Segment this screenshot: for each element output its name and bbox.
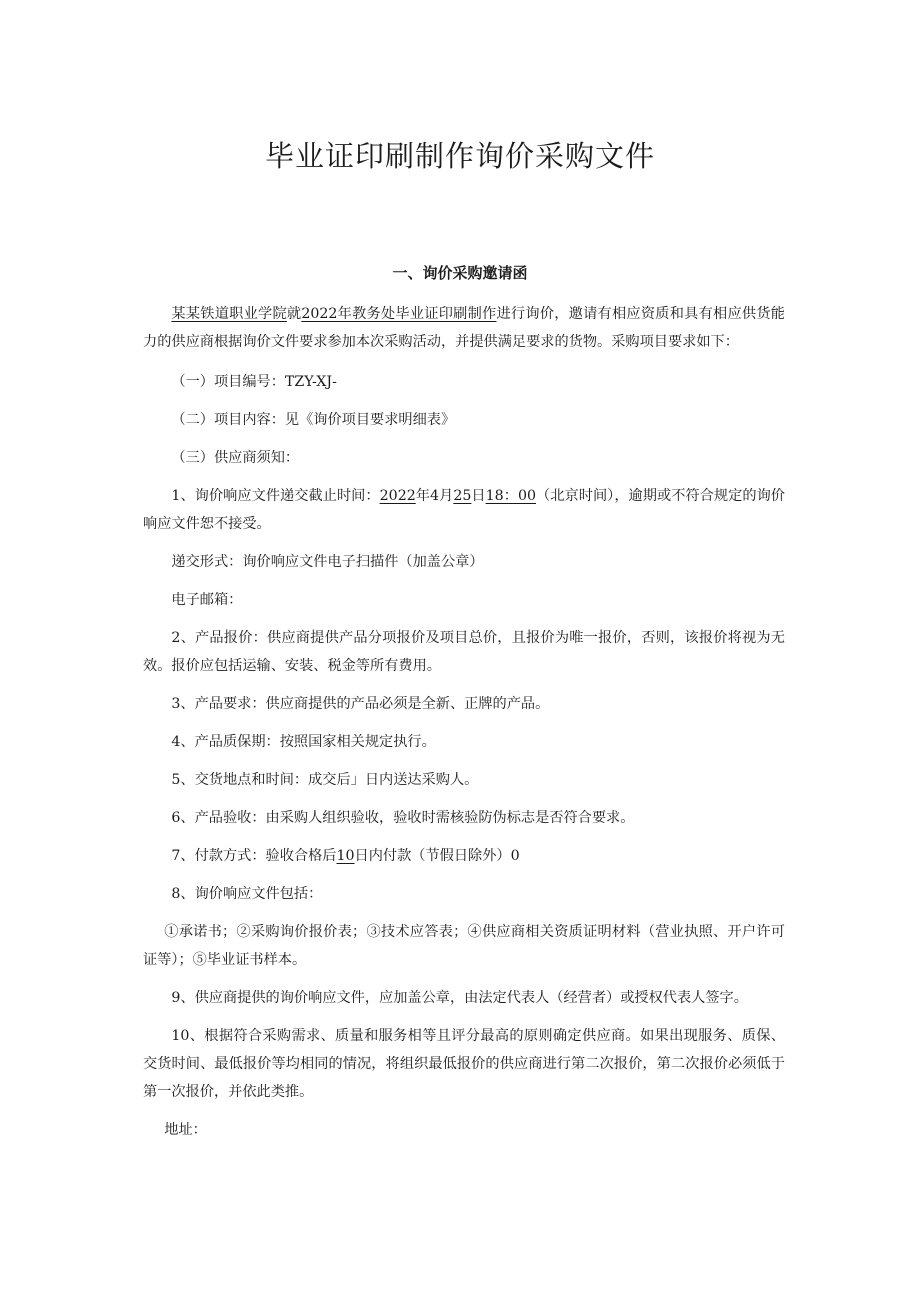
deadline-year-unit: 年4月 <box>415 488 454 504</box>
clause-selection: 10、根据符合采购需求、质量和服务相等且评分最高的原则确定供应商。如果出现服务、质保、交货时间、最低报价等均相同的情况，将组织最低报价的供应商进行第二次报价，第二次报价必须低于第一次报价，并依此类推。 <box>143 1028 785 1100</box>
intro-rest: 进行询价，邀请有相应资质和具有相应供货能力的供应商根据询价文件要求参加本次采购活动，并提供满足要求的货物。采购项目要求如下： <box>143 306 785 350</box>
document-title: 毕业证印刷制作询价采购文件 <box>264 139 655 173</box>
section-heading-invitation: 一、询价采购邀请函 <box>392 264 528 282</box>
deadline-suffix: （北京时间），逾期或不符合规定的询价响应文件恕不接受。 <box>143 488 785 532</box>
clause-response-contents: 8、询价响应文件包括： <box>171 886 323 902</box>
clause-payment <box>143 842 785 870</box>
item-supplier-notice: （三）供应商须知： <box>171 450 300 466</box>
submission-form: 递交形式：询价响应文件电子扫描件（加盖公章） <box>171 554 484 570</box>
clause-signature: 9、供应商提供的询价响应文件，应加盖公章，由法定代表人（经营者）或授权代表人签字。 <box>171 990 748 1006</box>
deadline-year: 2022 <box>379 488 416 504</box>
intro-connector: 就 <box>286 306 302 322</box>
buyer-name: 某某铁道职业学院 <box>171 306 287 322</box>
clause-pricing: 2、产品报价：供应商提供产品分项报价及项目总价，且报价为唯一报价，否则，该报价将视为无效。报价应包括运输、安装、税金等所有费用。 <box>143 630 785 674</box>
clause-warranty: 4、产品质保期：按照国家相关规定执行。 <box>171 734 436 750</box>
item-project-number: （一）项目编号：TZY-XJ- <box>171 374 337 390</box>
payment-suffix: 日内付款（节假日除外）0 <box>354 848 520 864</box>
document-body <box>143 300 785 1144</box>
clause-delivery: 5、交货地点和时间：成交后」日内送达采购人。 <box>171 772 479 788</box>
item-project-content: （二）项目内容：见《询价项目要求明细表》 <box>171 412 456 428</box>
deadline-prefix: 1、询价响应文件递交截止时间： <box>171 488 380 504</box>
project-name: 2022年教务处毕业证印刷制作 <box>301 306 497 322</box>
response-contents-list: ①承诺书；②采购询价报价表；③技术应答表；④供应商相关资质证明材料（营业执照、开户许可证等）；⑤毕业证书样本。 <box>143 924 785 968</box>
clause-acceptance: 6、产品验收：由采购人组织验收，验收时需核验防伪标志是否符合要求。 <box>171 810 635 826</box>
clause-deadline <box>143 482 785 538</box>
payment-prefix: 7、付款方式：验收合格后 <box>171 848 337 864</box>
deadline-day-unit: 日 <box>471 488 486 504</box>
address-line: 地址： <box>164 1122 207 1138</box>
clause-product-requirement: 3、产品要求：供应商提供的产品必须是全新、正牌的产品。 <box>171 696 550 712</box>
payment-days: 10 <box>336 848 355 864</box>
deadline-time: 18：00 <box>485 488 537 504</box>
submission-email: 电子邮箱： <box>171 592 243 608</box>
deadline-day: 25 <box>453 488 472 504</box>
intro-paragraph <box>143 300 785 356</box>
